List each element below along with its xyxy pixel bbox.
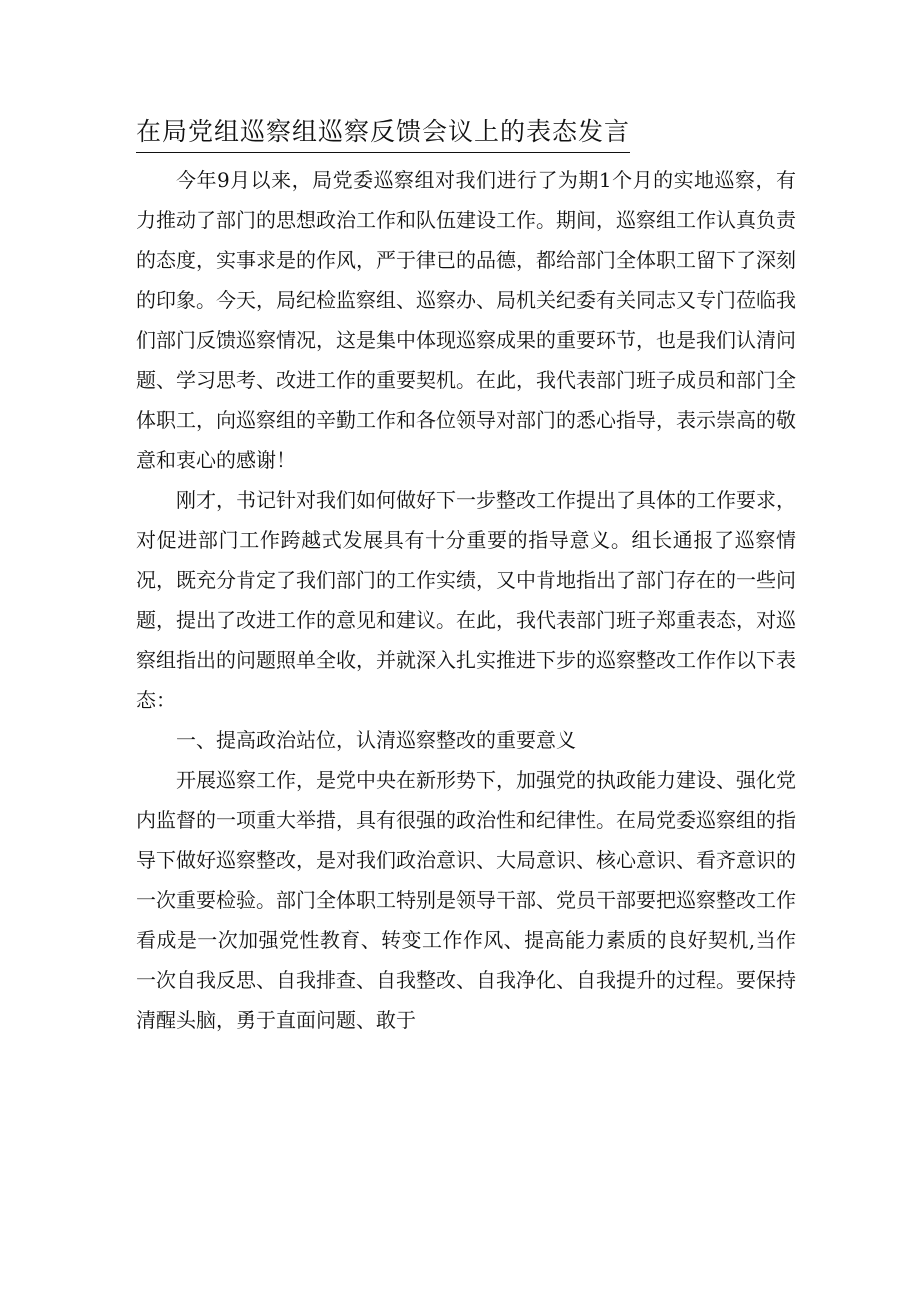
section-heading: 一、提高政治站位，认清巡察整改的重要意义 — [176, 728, 576, 752]
paragraph-intro: 今年9月以来，局党委巡察组对我们进行了为期1个月的实地巡察，有力推动了部门的思想政治工作和队伍建设工作。期间，巡察组工作认真负责的态度，实事求是的作风，严于律已的品德，都给部门全体职工留下了深刻的印象。今天，局纪检监察组、巡察办、局机关纪委有关同志又专门莅临我们部门反馈巡察情况，这是集中体现巡察成果的重要环节，也是我们认清问题、学习思考、改进工作的重要契机。在此，我代表部门班子成员和部门全体职工，向巡察组的辛勤工作和各位领导对部门的悉心指导，表示崇高的敬意和衷心的感谢！ — [136, 168, 796, 472]
document-body — [136, 160, 796, 1040]
section-paragraph: 开展巡察工作，是党中央在新形势下，加强党的执政能力建设、强化党内监督的一项重大举措，具有很强的政治性和纪律性。在局党委巡察组的指导下做好巡察整改，是对我们政治意识、大局意识、核心意识、看齐意识的一次重要检验。部门全体职工特别是领导干部、党员干部要把巡察整改工作看成是一次加强党性教育、转变工作作风、提高能力素质的良好契机,当作一次自我反思、自我排查、自我整改、自我净化、自我提升的过程。要保持清醒头脑，勇于直面问题、敢于 — [136, 768, 796, 1032]
document-title: 在局党组巡察组巡察反馈会议上的表态发言 — [136, 112, 630, 153]
paragraph-statement: 刚才，书记针对我们如何做好下一步整改工作提出了具体的工作要求，对促进部门工作跨越式发展具有十分重要的指导意义。组长通报了巡察情况，既充分肯定了我们部门的工作实绩，又中肯地指出了部门存在的一些问题，提出了改进工作的意见和建议。在此，我代表部门班子郑重表态，对巡察组指出的问题照单全收，并就深入扎实推进下步的巡察整改工作作以下表态： — [136, 488, 796, 712]
